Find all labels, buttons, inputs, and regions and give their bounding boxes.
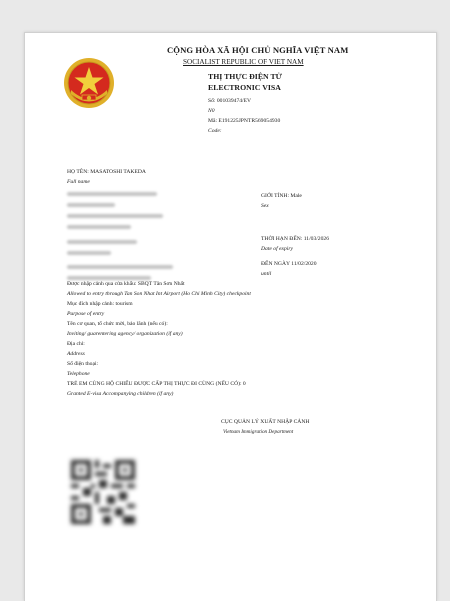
nation-title-en: SOCIALIST REPUBLIC OF VIET NAM	[183, 58, 304, 66]
inviting-agency-en: Inviting/ guarentering agency/ organization (if any)	[67, 331, 183, 337]
entry-checkpoint-en: Allowed to entry through Tan Son Nhat Int Airport (Ho Chi Minh City) checkpoint	[67, 291, 251, 297]
nation-title-vn: CỘNG HÒA XÃ HỘI CHỦ NGHĨA VIỆT NAM	[167, 45, 349, 55]
redacted-line	[67, 240, 137, 244]
redacted-line	[67, 276, 151, 280]
qr-code-icon	[71, 460, 135, 524]
visa-code: Mã: E191225JPNTR569054930	[208, 118, 281, 124]
until-date: ĐẾN NGÀY 11/02/2020	[261, 261, 317, 267]
entry-checkpoint: Được nhập cảnh qua cửa khẩu: SBQT Tân Sơn Nhất	[67, 281, 185, 287]
visa-title-en: ELECTRONIC VISA	[208, 83, 281, 92]
sex-en: Sex	[261, 203, 269, 209]
visa-title-vn: THỊ THỰC ĐIỆN TỬ	[208, 72, 282, 81]
address: Địa chỉ:	[67, 341, 85, 347]
redacted-line	[67, 203, 115, 207]
until-date-en: until	[261, 271, 272, 277]
entry-purpose-en: Purpose of entry	[67, 311, 105, 317]
entry-purpose: Mục đích nhập cảnh: tourism	[67, 301, 133, 307]
expiry-date-en: Date of expiry	[261, 246, 293, 252]
redacted-line	[67, 251, 111, 255]
visa-code-en: Code:	[208, 128, 222, 134]
redacted-line	[67, 225, 131, 229]
inviting-agency: Tên cơ quan, tổ chức mời, bảo lãnh (nếu có):	[67, 321, 168, 327]
redacted-line	[67, 192, 157, 196]
issuer-name-en: Vietnam Immigration Department	[223, 429, 294, 435]
national-emblem-icon	[63, 57, 115, 109]
full-name: HỌ TÊN: MASATOSHI TAKEDA	[67, 169, 146, 175]
sex: GIỚI TÍNH: Male	[261, 193, 302, 199]
telephone-en: Telephone	[67, 371, 90, 377]
accompanying-children-en: Granted E-visa Accompanying children (if any)	[67, 391, 174, 397]
visa-number: Số: 001039474/EV	[208, 98, 252, 104]
telephone: Số điện thoại:	[67, 361, 99, 367]
redacted-line	[67, 214, 163, 218]
accompanying-children: TRẺ EM CÙNG HỘ CHIẾU ĐƯỢC CẤP THỊ THỰC ĐI CÙNG (NẾU CÓ): 0	[67, 381, 246, 387]
full-name-en: Full name	[67, 179, 90, 185]
redacted-line	[67, 265, 173, 269]
visa-document	[24, 32, 437, 601]
address-en: Address	[67, 351, 85, 357]
expiry-date: THỜI HẠN ĐẾN: 11/03/2026	[261, 236, 329, 242]
visa-number-en: N0	[208, 108, 215, 114]
issuer-name: CỤC QUẢN LÝ XUẤT NHẬP CẢNH	[221, 419, 310, 425]
